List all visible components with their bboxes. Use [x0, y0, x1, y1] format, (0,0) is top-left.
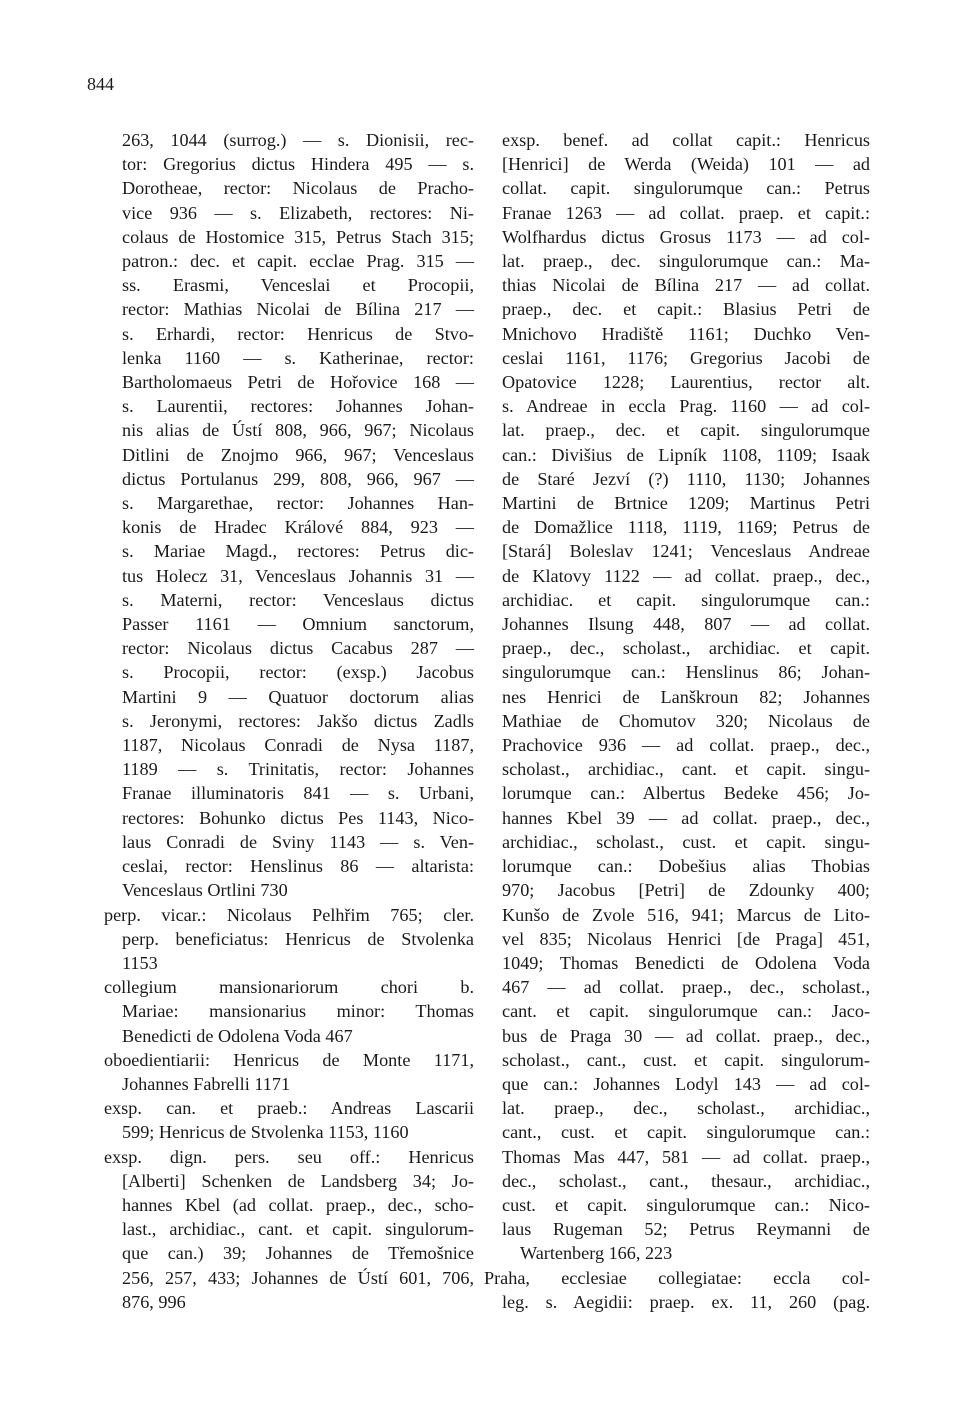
- index-line: 599; Henricus de Stvolenka 1153, 1160: [122, 1122, 409, 1143]
- index-line: s. Margarethae, rector: Johannes Han-: [122, 493, 474, 514]
- index-line: Venceslaus Ortlini 730: [122, 880, 288, 901]
- index-line: perp. vicar.: Nicolaus Pelhřim 765; cler.: [104, 904, 474, 925]
- left-column: [104, 128, 474, 1314]
- index-line: rectores: Bohunko dictus Pes 1143, Nico-: [122, 807, 474, 828]
- index-line: scholast., cant., cust. et capit. singulorum-: [502, 1049, 870, 1070]
- index-line: lat. praep., dec. singulorumque can.: Ma-: [502, 251, 870, 272]
- index-line: lat. praep., dec., scholast., archidiac.,: [502, 1098, 870, 1119]
- index-line: archidiac. et capit. singulorumque can.:: [502, 589, 870, 610]
- index-line: Ditlini de Znojmo 966, 967; Venceslaus: [122, 444, 474, 465]
- index-line: perp. beneficiatus: Henricus de Stvolenka: [122, 928, 474, 949]
- index-line: singulorumque can.: Henslinus 86; Johan-: [502, 662, 870, 683]
- index-line: lat. praep., dec. et capit. singulorumque: [502, 420, 870, 441]
- index-line: colaus de Hostomice 315, Petrus Stach 315;: [122, 226, 474, 247]
- index-line: 876, 996: [122, 1291, 186, 1312]
- index-line: Dorotheae, rector: Nicolaus de Pracho-: [122, 178, 474, 199]
- index-line: Mariae: mansionarius minor: Thomas: [122, 1001, 474, 1022]
- index-line: thias Nicolai de Bílina 217 — ad collat.: [502, 275, 870, 296]
- index-line: Mathiae de Chomutov 320; Nicolaus de: [502, 710, 870, 731]
- index-line: de Klatovy 1122 — ad collat. praep., dec.,: [502, 565, 870, 586]
- index-line: Martini de Brtnice 1209; Martinus Petri: [502, 493, 870, 514]
- index-line: s. Andreae in eccla Prag. 1160 — ad col-: [502, 396, 870, 417]
- index-line: de Staré Jezví (?) 1110, 1130; Johannes: [502, 468, 870, 489]
- index-line: hannes Kbel 39 — ad collat. praep., dec.,: [502, 807, 870, 828]
- index-line: dec., scholast., cant., thesaur., archidiac.,: [502, 1170, 870, 1191]
- index-line: Praha, ecclesiae collegiatae: eccla col-: [484, 1267, 870, 1288]
- index-line: [Alberti] Schenken de Landsberg 34; Jo-: [122, 1170, 474, 1191]
- index-line: patron.: dec. et capit. ecclae Prag. 315 —: [122, 251, 474, 272]
- index-line: oboedientiarii: Henricus de Monte 1171,: [104, 1049, 474, 1070]
- index-line: archidiac., scholast., cust. et capit. singu-: [502, 831, 870, 852]
- index-line: vice 936 — s. Elizabeth, rectores: Ni-: [122, 202, 474, 223]
- index-line: que can.: Johannes Lodyl 143 — ad col-: [502, 1073, 870, 1094]
- index-line: s. Erhardi, rector: Henricus de Stvo-: [122, 323, 474, 344]
- index-line: praep., dec. et capit.: Blasius Petri de: [502, 299, 870, 320]
- index-line: Thomas Mas 447, 581 — ad collat. praep.,: [502, 1146, 870, 1167]
- index-line: laus Rugeman 52; Petrus Reymanni de: [502, 1219, 870, 1240]
- index-line: ceslai 1161, 1176; Gregorius Jacobi de: [502, 347, 870, 368]
- page-number: 844: [87, 74, 114, 94]
- index-line: leg. s. Aegidii: praep. ex. 11, 260 (pag.: [502, 1291, 870, 1312]
- index-line: rector: Nicolaus dictus Cacabus 287 —: [122, 638, 474, 659]
- index-line: Johannes Ilsung 448, 807 — ad collat.: [502, 614, 870, 635]
- index-line: 467 — ad collat. praep., dec., scholast.,: [502, 977, 870, 998]
- index-line: Wartenberg 166, 223: [520, 1243, 673, 1264]
- index-line: s. Jeronymi, rectores: Jakšo dictus Zadls: [122, 710, 474, 731]
- index-line: Johannes Fabrelli 1171: [122, 1073, 291, 1094]
- index-line: 970; Jacobus [Petri] de Zdounky 400;: [502, 880, 870, 901]
- index-line: s. Materni, rector: Venceslaus dictus: [122, 589, 474, 610]
- index-line: 256, 257, 433; Johannes de Ústí 601, 706,: [122, 1267, 474, 1288]
- index-line: [Henrici] de Werda (Weida) 101 — ad: [502, 154, 870, 175]
- index-line: [Stará] Boleslav 1241; Venceslaus Andreae: [502, 541, 870, 562]
- index-line: Bartholomaeus Petri de Hořovice 168 —: [122, 372, 474, 393]
- index-line: praep., dec., scholast., archidiac. et capit.: [502, 638, 870, 659]
- index-line: exsp. can. et praeb.: Andreas Lascarii: [104, 1098, 474, 1119]
- index-line: vel 835; Nicolaus Henrici [de Praga] 451,: [502, 928, 870, 949]
- index-line: cant. et capit. singulorumque can.: Jaco-: [502, 1001, 870, 1022]
- index-line: collat. capit. singulorumque can.: Petrus: [502, 178, 870, 199]
- index-line: Mnichovo Hradiště 1161; Duchko Ven-: [502, 323, 870, 344]
- index-line: tor: Gregorius dictus Hindera 495 — s.: [122, 154, 474, 175]
- index-line: collegium mansionariorum chori b.: [104, 977, 474, 998]
- index-line: lenka 1160 — s. Katherinae, rector:: [122, 347, 474, 368]
- index-line: s. Procopii, rector: (exsp.) Jacobus: [122, 662, 474, 683]
- index-line: Prachovice 936 — ad collat. praep., dec.,: [502, 735, 870, 756]
- index-line: Wolfhardus dictus Grosus 1173 — ad col-: [502, 226, 870, 247]
- index-line: bus de Praga 30 — ad collat. praep., dec.,: [502, 1025, 870, 1046]
- index-line: Franae 1263 — ad collat. praep. et capit.:: [502, 202, 870, 223]
- index-line: 1189 — s. Trinitatis, rector: Johannes: [122, 759, 474, 780]
- index-line: 1187, Nicolaus Conradi de Nysa 1187,: [122, 735, 474, 756]
- index-line: s. Mariae Magd., rectores: Petrus dic-: [122, 541, 474, 562]
- index-line: cant., cust. et capit. singulorumque can.:: [502, 1122, 870, 1143]
- index-line: 263, 1044 (surrog.) — s. Dionisii, rec-: [122, 130, 474, 150]
- index-line: s. Laurentii, rectores: Johannes Johan-: [122, 396, 474, 417]
- index-line: Passer 1161 — Omnium sanctorum,: [122, 614, 474, 635]
- index-line: que can.) 39; Johannes de Třemošnice: [122, 1243, 474, 1264]
- index-line: lorumque can.: Albertus Bedeke 456; Jo-: [502, 783, 870, 804]
- index-line: nes Henrici de Lanškroun 82; Johannes: [502, 686, 870, 707]
- index-line: tus Holecz 31, Venceslaus Johannis 31 —: [122, 565, 474, 586]
- index-line: Franae illuminatoris 841 — s. Urbani,: [122, 783, 474, 804]
- index-line: Martini 9 — Quatuor doctorum alias: [122, 686, 474, 707]
- index-line: ss. Erasmi, Venceslai et Procopii,: [122, 275, 474, 296]
- index-line: Opatovice 1228; Laurentius, rector alt.: [502, 372, 870, 393]
- index-line: 1049; Thomas Benedicti de Odolena Voda: [502, 952, 870, 973]
- index-line: scholast., archidiac., cant. et capit. singu-: [502, 759, 870, 780]
- index-line: konis de Hradec Králové 884, 923 —: [122, 517, 474, 538]
- index-line: Kunšo de Zvole 516, 941; Marcus de Lito-: [502, 904, 870, 925]
- index-line: cust. et capit. singulorumque can.: Nico-: [502, 1194, 870, 1215]
- index-line: Benedicti de Odolena Voda 467: [122, 1025, 353, 1046]
- index-line: can.: Divišius de Lipník 1108, 1109; Isaak: [502, 444, 870, 465]
- index-line: 1153: [122, 952, 158, 973]
- index-line: nis alias de Ústí 808, 966, 967; Nicolaus: [122, 420, 474, 441]
- index-line: ceslai, rector: Henslinus 86 — altarista:: [122, 856, 474, 877]
- index-line: dictus Portulanus 299, 808, 966, 967 —: [122, 468, 474, 489]
- right-column: [484, 128, 870, 1314]
- index-line: last., archidiac., cant. et capit. singulorum-: [122, 1219, 474, 1240]
- index-line: exsp. dign. pers. seu off.: Henricus: [104, 1146, 474, 1167]
- index-line: rector: Mathias Nicolai de Bílina 217 —: [122, 299, 474, 320]
- index-line: hannes Kbel (ad collat. praep., dec., scho-: [122, 1194, 474, 1215]
- index-line: laus Conradi de Sviny 1143 — s. Ven-: [122, 831, 474, 852]
- index-line: lorumque can.: Dobešius alias Thobias: [502, 856, 870, 877]
- index-line: exsp. benef. ad collat capit.: Henricus: [502, 130, 870, 150]
- index-line: de Domažlice 1118, 1119, 1169; Petrus de: [502, 517, 870, 538]
